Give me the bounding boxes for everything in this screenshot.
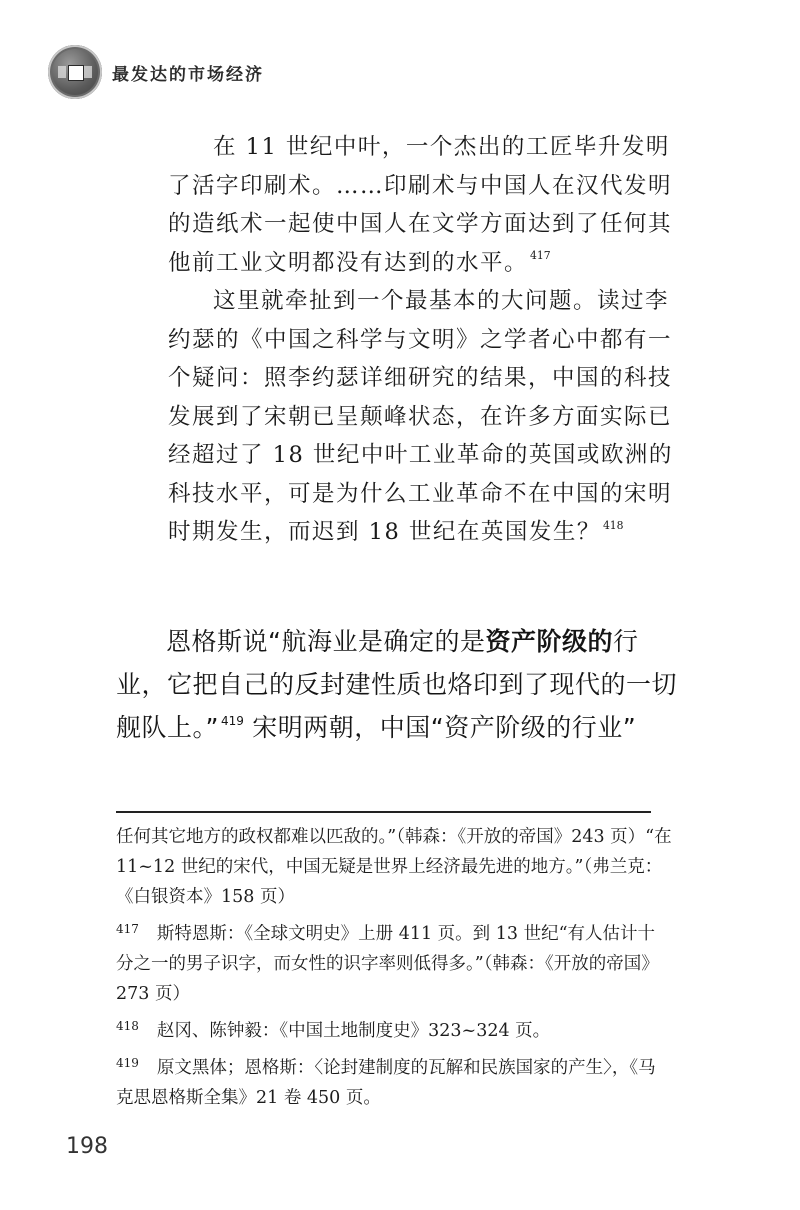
footnotes [116, 822, 672, 1113]
quote-paragraph-1 [168, 128, 678, 282]
footnote-ref-418[interactable]: 418 [602, 518, 624, 532]
body-text-bold: 资产阶级的 [485, 627, 613, 656]
quote-paragraph-2-text: 这里就牵扯到一个最基本的大问题。读过李约瑟的《中国之科学与文明》之学者心中都有一个疑问：照李约瑟详细研究的结果，中国的科技发展到了宋朝已呈颠峰状态，在许多方面实际已经超过了 18 世纪中叶工业革命的英国或欧洲的科技水平，可是为什么工业革命不在中国的宋明时期发生，而迟到 18 世纪在英国发生？ [168, 288, 673, 545]
coin-hole [68, 65, 84, 81]
coin-mark-left [58, 66, 66, 78]
footnote-number: 418 [116, 1019, 139, 1033]
footnote-separator [116, 811, 651, 813]
quote-paragraph-1-text: 在 11 世纪中叶，一个杰出的工匠毕升发明了活字印刷术。……印刷术与中国人在汉代发明的造纸术一起使中国人在文学方面达到了任何其他前工业文明都没有达到的水平。 [168, 134, 673, 276]
body-text-part-2: 行业，它把自己的反封建性质也烙印到了现代的一切舰队上。” [116, 627, 678, 742]
footnote-continued: 任何其它地方的政权都难以匹敌的。”（韩森：《开放的帝国》243 页）“在 11~12 世纪的宋代，中国无疑是世界上经济最先进的地方。”（弗兰克：《白银资本》158 页） [116, 827, 672, 907]
body-text [116, 620, 686, 749]
footnote-419 [116, 1048, 672, 1113]
body-paragraph [116, 620, 686, 749]
footnote-418 [116, 1011, 672, 1046]
running-header [48, 44, 264, 100]
body-text-part-3: 宋明两朝，中国“资产阶级的行业” [243, 713, 637, 742]
coin-icon [48, 45, 102, 99]
coin-mark-right [84, 66, 92, 78]
quote-paragraph-2 [168, 282, 678, 552]
footnote-417 [116, 914, 672, 1009]
footnote-text: 赵冈、陈钟毅：《中国土地制度史》323~324 页。 [156, 1021, 551, 1041]
footnote-ref-419[interactable]: 419 [220, 713, 244, 728]
footnote-number: 419 [116, 1056, 139, 1070]
footnote-text: 斯特恩斯：《全球文明史》上册 411 页。到 13 世纪“有人估计十分之一的男子识字，而女性的识字率则低得多。”（韩森：《开放的帝国》273 页） [116, 924, 659, 1004]
block-quote [168, 128, 678, 552]
header-title: 最发达的市场经济 [112, 64, 264, 85]
footnote-text: 原文黑体；恩格斯：〈论封建制度的瓦解和民族国家的产生〉，《马克思恩格斯全集》21 卷 450 页。 [116, 1058, 656, 1108]
footnote-number: 417 [116, 922, 139, 936]
page-number: 198 [66, 1134, 108, 1159]
body-text-part-1: 恩格斯说“航海业是确定的是 [166, 627, 486, 656]
footnote-ref-417[interactable]: 417 [530, 249, 551, 263]
